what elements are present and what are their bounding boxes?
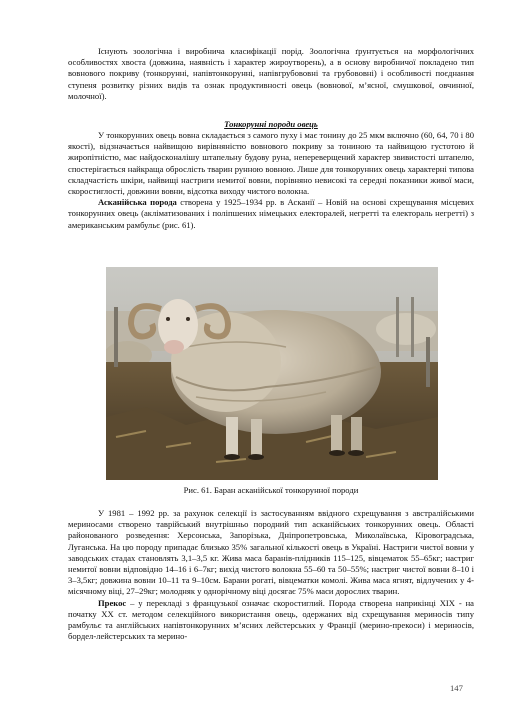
precoce-term: Прекос: [98, 597, 127, 608]
figure-caption: Рис. 61. Баран асканійської тонкорунної породи: [183, 485, 359, 495]
precoce-paragraph: [68, 598, 474, 643]
ram-illustration: [106, 267, 438, 480]
askania-text: створена у 1925–1934 рр. в Асканії – Новій на основі схрещування місцевих тонкорунних овець (акліматизованих і поліпшених німецьких електоралей, негретті та електораль негретті) з американським рамбульє (рис. 61).: [68, 197, 475, 230]
tavrian-paragraph: У 1981 – 1992 рр. за рахунок селекції із застосуванням ввідного схрещування з австралійськими мериносами створено таврійський внутрішньо породний тип асканійських тонкорунних овець. Області районованого розведення: Херсонська, Запорізька, Дніпропетровська, Миколаївська, Кіровоградська, Луганська. На цю породу припадає близько 35% загальної кількості овець в Україні. Настриги чистої вовни у заводських стадах становлять 3,1–3,5 кг. Жива маса баранів-плідників 115–125, вівцематок 55–65кг; настриг немитої вовни відповідно 14–16 і 6–7кг; вихід чистого волокна 55–60 та 50–55%; настриг чистої вовни 8–10 і 3–3,5кг; довжина вовни 10–11 та 9–10см. Барани рогаті, вівцематки комолі. Жива маса ягнят, відлучених у 4-місячному віці, 27–29кг; молодняк у однорічному віці досягає 75% маси дорослих тварин.: [68, 508, 474, 597]
precoce-text: – у перекладі з французької означає скоростиглий. Порода створена наприкінці XIX - на початку XX ст. методом селекційного використання овець, одержаних від схрещування мериносів типу рамбульє та англійських напівтонкорунних м’ясних лейстерських у Франції (мерино-прекоси) і мериносів, бордел-лейстерських та мерино-: [68, 597, 474, 642]
ram-photo: [106, 267, 438, 480]
askania-term: Асканійська порода: [98, 197, 177, 208]
intro-paragraph: Існують зоологічна і виробнича класифікації порід. Зоологічна ґрунтується на морфологічних особливостях хвоста (довжина, наявність і характер жироутворень), а в основу виробничої покладено тип вовнового покриву (тонкорунні, напівтонкорунні, напівгрубововні та грубововні) і особливості поєднання ступеня розвитку різних видів та ознак продуктивності овець (вовнової, м’ясної, смушкової, овчинної, молочної).: [68, 46, 474, 101]
breed-details-section: [68, 508, 474, 642]
fine-wool-section: [68, 130, 474, 231]
fine-wool-paragraph: У тонкорунних овець вовна складається з самого пуху і має тонину до 25 мкм включно (60, 64, 70 і 80 якості), відзначається найвищою вирівняністю вовнового покриву за тониною та найвищою густотою й жиропітністю, має найдосконалішу штапельну будову руна, непереверщений характер звивистості штапелю, спостерігається найкраща оброслість тварин рунною вовною. Лише для тонкорунних овець характерні типова складчастість шкіри, найвищі настриги немитої вовни, порівняно невисокі та середні показники живої маси, скоростиглості, довжини вовни, відсотка виходу чистого волокна.: [68, 130, 474, 197]
page-number: 147: [450, 683, 463, 693]
section-heading: Тонкорунні породи овець: [224, 119, 318, 129]
askania-paragraph: [68, 197, 474, 231]
